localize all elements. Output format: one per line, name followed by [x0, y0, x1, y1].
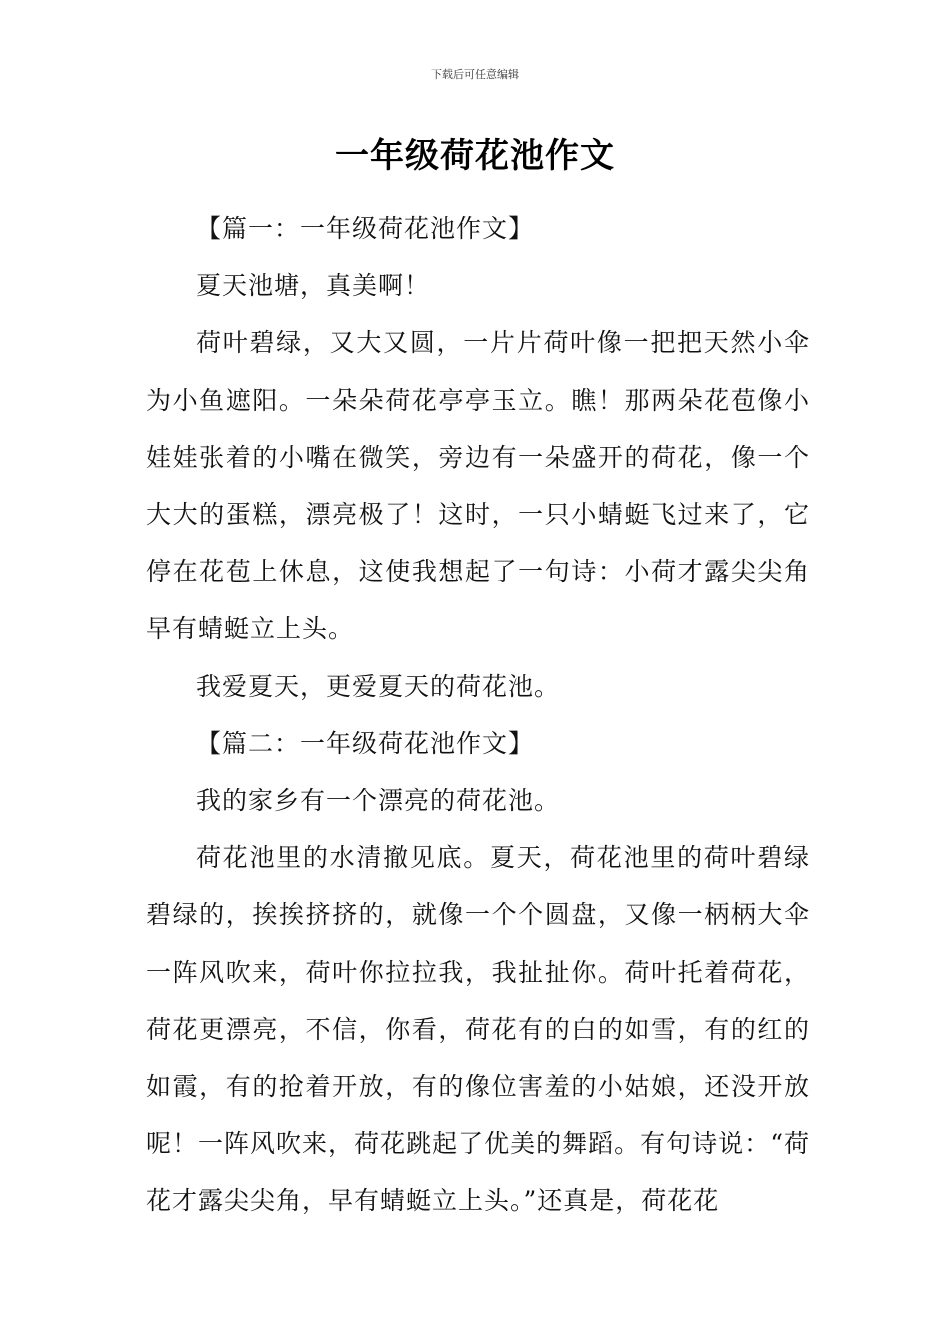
paragraph: 我爱夏天，更爱夏天的荷花池。 — [196, 671, 561, 701]
document-body — [146, 200, 810, 1230]
section-heading-2: 【篇二：一年级荷花池作文】 — [196, 728, 535, 758]
paragraph: 夏天池塘，真美啊！ — [196, 271, 431, 301]
paragraph: 我的家乡有一个漂亮的荷花池。 — [196, 786, 561, 816]
section-heading-1: 【篇一：一年级荷花池作文】 — [196, 214, 535, 243]
header-note: 下载后可任意编辑 — [431, 68, 519, 81]
document-title: 一年级荷花池作文 — [335, 136, 615, 176]
paragraph: 荷叶碧绿，又大又圆，一片片荷叶像一把把天然小伞为小鱼遮阳。一朵朵荷花亭亭玉立。瞧！那两朵花苞像小娃娃张着的小嘴在微笑，旁边有一朵盛开的荷花，像一个大大的蛋糕，漂亮极了！这时，一只小蜻蜓飞过来了，它停在花苞上休息，这使我想起了一句诗：小荷才露尖尖角早有蜻蜓立上头。 — [146, 328, 810, 644]
paragraph: 荷花池里的水清撤见底。夏天，荷花池里的荷叶碧绿碧绿的，挨挨挤挤的，就像一个个圆盘，又像一柄柄大伞一阵风吹来，荷叶你拉拉我，我扯扯你。荷叶托着荷花，荷花更漂亮，不信，你看，荷花有的白的如雪，有的红的如霞，有的抢着开放，有的像位害羞的小姑娘，还没开放呢！一阵风吹来，荷花跳起了优美的舞蹈。有句诗说：“荷花才露尖尖角，早有蜻蜓立上头。”还真是，荷花花 — [146, 843, 810, 1216]
